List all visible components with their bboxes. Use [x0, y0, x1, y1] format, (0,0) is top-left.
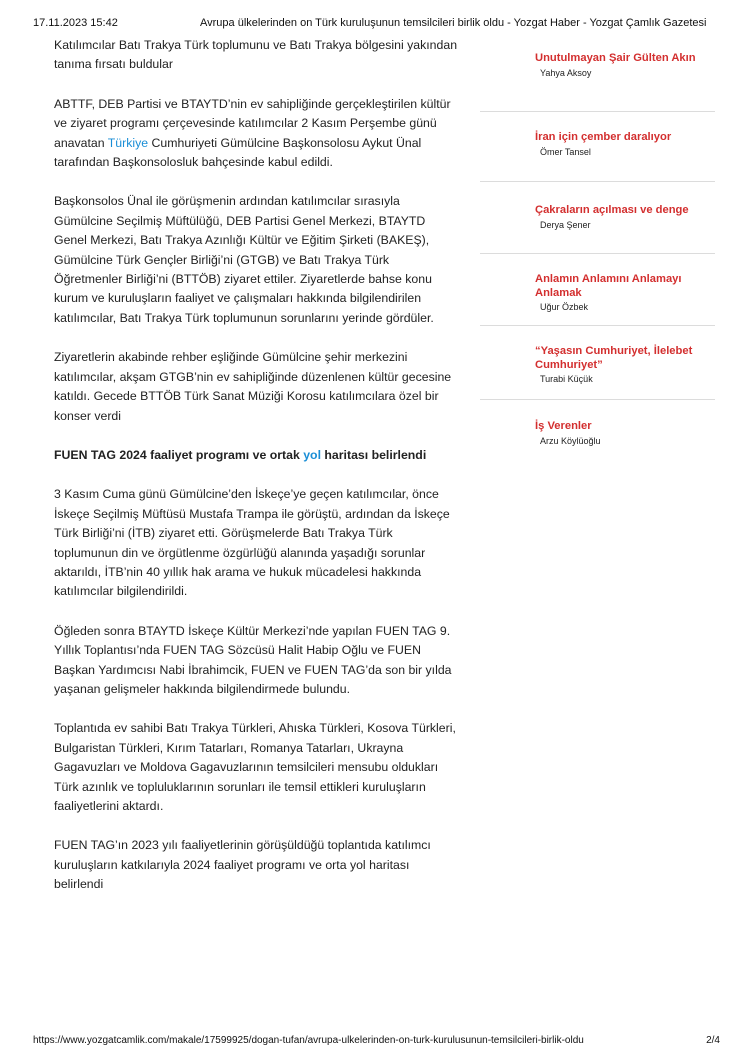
print-header [0, 0, 750, 34]
print-date: 17.11.2023 15:42 [33, 17, 118, 29]
turkiye-link[interactable]: Türkiye [107, 135, 149, 150]
article-body [54, 36, 459, 915]
sidebar-item[interactable] [480, 400, 715, 460]
paragraph-text: ABTTF, DEB Partisi ve BTAYTD’nin ev sahipliğinde gerçekleştirilen kültür ve ziyaret programı çerçevesinde katılımcılar 2 Kasım Perşembe günü anavatan [54, 96, 451, 150]
article-paragraph-6: Öğleden sonra BTAYTD İskeçe Kültür Merkezi’nde yapılan FUEN TAG 9. Yıllık Toplantısı’nda FUEN TAG Sözcüsü Halit Habip Oğlu ve FUEN Başkan Yardımcısı Nabi İbrahimcik, FUEN ve FUEN TAG’da son bir yılda yaşanan gelişmeler hakkında bilgilendirmede bulundu. [54, 623, 452, 696]
sidebar-item-author: Yahya Aksoy [540, 67, 592, 78]
print-url: https://www.yozgatcamlik.com/makale/17599925/dogan-tufan/avrupa-ulkelerinden-on-turk-kurulusunun-temsilcileri-birlik-oldu [33, 1035, 584, 1046]
subheading-text: haritası belirlendi [321, 447, 427, 462]
sidebar-item-author: Turabi Küçük [540, 374, 593, 384]
sidebar-columns [480, 42, 715, 460]
sidebar-item-title[interactable]: İş Verenler [535, 420, 592, 432]
sidebar-item-author: Ömer Tansel [540, 146, 591, 157]
article-subheading [54, 446, 459, 465]
page-number: 2/4 [706, 1035, 720, 1046]
sidebar-item[interactable] [480, 42, 715, 112]
article-paragraph-8: FUEN TAG’ın 2023 yılı faaliyetlerinin görüşüldüğü toplantıda katılımcı kuruluşların katkılarıyla 2024 faaliyet programı ve orta yol haritası belirlendi [54, 838, 431, 892]
article-paragraph-4: Ziyaretlerin akabinde rehber eşliğinde Gümülcine şehir merkezini katılımcılar, akşam GTGB’nin ev sahipliğinde düzenlenen kültür gecesine katıldı. Gecede BTTÖB Türk Sanat Müziği Korosu katılımcılara özel bir konser verdi [54, 350, 452, 423]
subheading-text: FUEN TAG 2024 faaliyet programı ve ortak [54, 447, 304, 462]
sidebar-item-author: Uğur Özbek [540, 302, 589, 312]
sidebar-item-author: Derya Şener [540, 219, 591, 230]
article-paragraph-1: Katılımcılar Batı Trakya Türk toplumunu ve Batı Trakya bölgesini yakından tanıma fırsatı buldular [54, 38, 458, 72]
sidebar-item-title[interactable]: Çakraların açılması ve denge [535, 204, 689, 216]
sidebar-item-title[interactable]: Anlamın Anlamını Anlamayı Anlamak [535, 273, 682, 299]
article-paragraph-3: Başkonsolos Ünal ile görüşmenin ardından katılımcılar sırasıyla Gümülcine Seçilmiş Müftülüğü, DEB Partisi Genel Merkezi, BTAYTD Genel Merkezi, Batı Trakya Azınlığı Kültür ve Eğitim Şirketi (BAKEŞ), Gümülcine Türk Gençler Birliği’ni (GTGB) ve Batı Trakya Türk Öğretmenler Birliği’ni (BTTÖB) ziyaret ettiler. Ziyaretlerde bahse konu kurum ve kuruluşların faaliyet ve çalışmaları hakkında bilgilendirilen katılımcılar, Batı Trakya Türk toplumunun sorunlarını yerinde gördüler. [54, 194, 434, 325]
print-page-title: Avrupa ülkelerinden on Türk kuruluşunun temsilcileri birlik oldu - Yozgat Haber - Yozgat Çamlık Gazetesi [200, 17, 707, 29]
sidebar-item-title[interactable]: İran için çember daralıyor [535, 131, 672, 143]
yol-link[interactable]: yol [303, 447, 321, 462]
sidebar-item-title[interactable]: “Yaşasın Cumhuriyet, İlelebet Cumhuriyet” [535, 345, 693, 371]
print-footer [0, 1028, 750, 1062]
sidebar-item[interactable] [480, 112, 715, 182]
sidebar-item[interactable] [480, 182, 715, 254]
sidebar-item[interactable] [480, 254, 715, 326]
article-paragraph-5: 3 Kasım Cuma günü Gümülcine’den İskeçe’ye geçen katılımcılar, önce İskeçe Seçilmiş Müftüsü Mustafa Trampa ile görüştü, ardından da İskeçe Türk Birliği’ni (İTB) ziyaret etti. Görüşmelerde Batı Trakya Türk toplumunun din ve örgütlenme özgürlüğü alanında yaşadığı sorunlar aktarıldı, İTB’nin 40 yıllık hak arama ve hukuk mücadelesi hakkında katılımcılar bilgilendirildi. [54, 487, 450, 599]
sidebar-item[interactable] [480, 326, 715, 400]
article-paragraph-7: Toplantıda ev sahibi Batı Trakya Türkleri, Ahıska Türkleri, Kosova Türkleri, Bulgaristan Türkleri, Kırım Tatarları, Romanya Tatarları, Ukrayna Gagavuzları ve Moldova Gagavuzlarının temsilcileri mensubu oldukları Türk azınlık ve topluluklarının sorunları ile temsil ettikleri kuruluşların faaliyetlerini aktardı. [54, 721, 456, 813]
paragraph-text: Cumhuriyeti Gümülcine Başkonsolosu Aykut Ünal tarafından Başkonsolosluk bahçesinde kabul edildi. [54, 135, 422, 170]
article-paragraph-2 [54, 95, 459, 173]
sidebar-item-title[interactable]: Unutulmayan Şair Gülten Akın [535, 52, 696, 64]
sidebar-item-author: Arzu Köylüoğlu [540, 435, 601, 446]
